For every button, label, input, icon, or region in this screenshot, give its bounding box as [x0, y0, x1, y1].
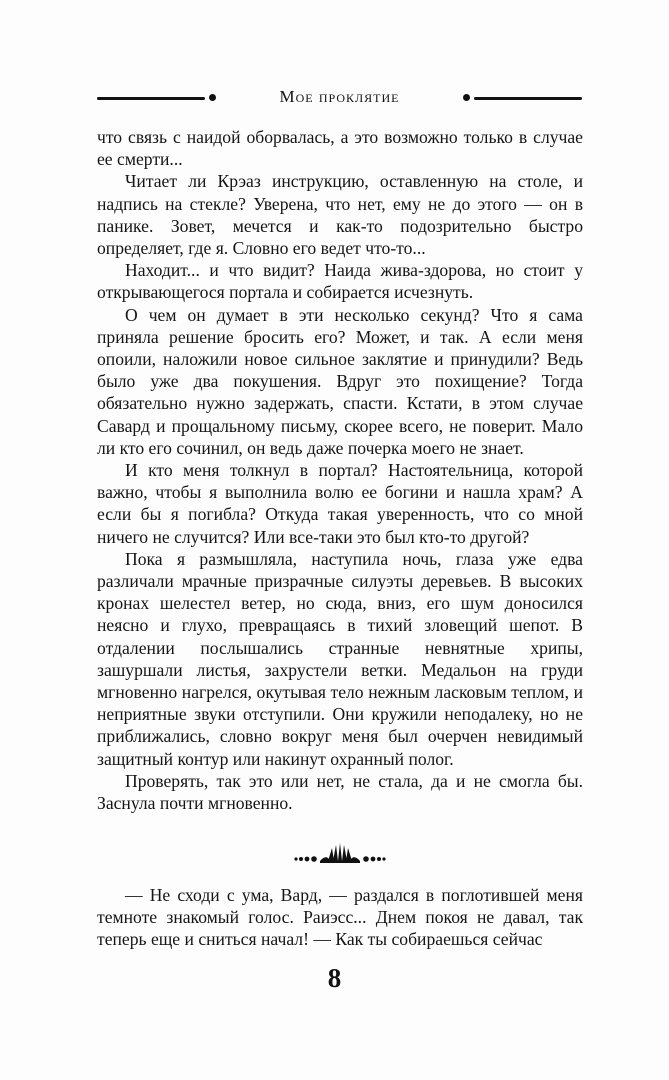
paragraph: И кто меня толкнул в портал? Настоятельница, которой важно, чтобы я выполнила волю ее богини и нашла храм? А если бы я погибла? Откуда такая уверенность, что со мной ничего не случится? Или все-таки это был кто-то другой?: [97, 460, 583, 547]
main-text: [97, 126, 583, 814]
header-rule-right: [474, 97, 582, 100]
scroll-flourish-icon: [290, 842, 390, 866]
paragraph: что связь с наидой оборвалась, а это возможно только в случае ее смерти...: [97, 127, 583, 170]
running-title: Мое проклятие: [279, 87, 400, 106]
paragraph: Пока я размышляла, наступила ночь, глаза уже едва различали мрачные призрачные силуэты деревьев. В высоких кронах шелестел ветер, но сюда, вниз, его шум доносился неясно и глухо, превращаясь в тихий зловещий шепот. В отдалении послышались странные невнятные хрипы, зашуршали листья, захрустели ветки. Медальон на груди мгновенно нагрелся, окутывая тело нежным ласковым теплом, и неприятные звуки отступили. Они кружили неподалеку, но не приближались, словно вокруг меня был очерчен невидимый защитный контур или накинут охранный полог.: [97, 548, 583, 769]
paragraph: Находит... и что видит? Наида жива-здорова, но стоит у открывающегося портала и собирается исчезнуть.: [97, 260, 583, 303]
paragraph: Проверять, так это или нет, не стала, да и не смогла бы. Заснула почти мгновенно.: [97, 770, 583, 814]
header-dot-right: [463, 94, 470, 101]
paragraph: О чем он думает в эти несколько секунд? Что я сама приняла решение бросить его? Может, и так. А если меня опоили, наложили новое сильное заклятие и принудили? Ведь было уже два покушения. Вдруг это похищение? Тогда обязательно нужно задержать, спасти. Кстати, в этом случае Савард и прощальному письму, скорее всего, не поверит. Мало ли кто его сочинил, он ведь даже почерка моего не знает.: [97, 304, 583, 458]
running-header: [97, 84, 582, 114]
continued-text: [97, 884, 583, 951]
paragraph: Читает ли Крэаз инструкцию, оставленную на столе, и надпись на стекле? Уверена, что нет, ему не до этого — он в панике. Зовет, мечется и как-то подозрительно быстро определяет, где я. Словно его ведет что-то...: [97, 171, 583, 259]
page-number: 8: [327, 963, 342, 993]
paragraph: — Не сходи с ума, Вард, — раздался в поглотившей меня темноте знакомый голос. Раиэсс... Днем покоя не давал, так теперь еще и сниться начал! — Как ты собираешься сейчас: [97, 885, 583, 950]
